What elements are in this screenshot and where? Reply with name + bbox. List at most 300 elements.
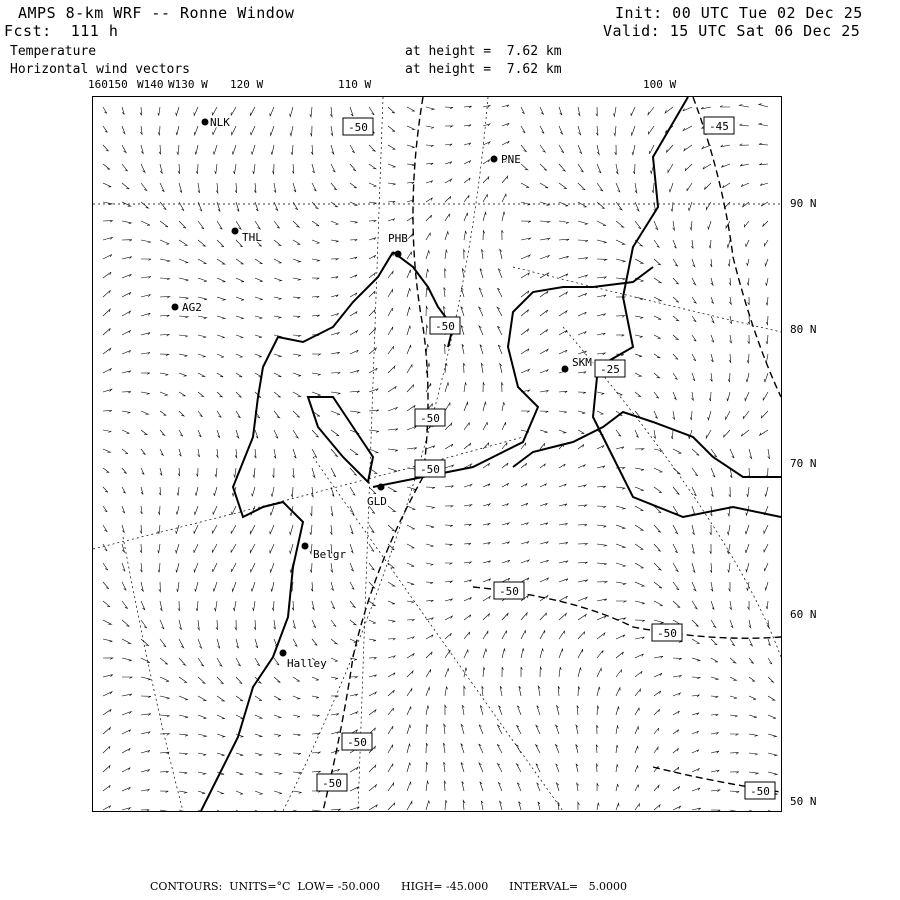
wind-vector (483, 105, 490, 107)
wind-vector (654, 620, 663, 623)
station-dot (378, 484, 385, 491)
wind-vector (597, 633, 605, 639)
wind-vector (426, 269, 429, 278)
wind-vector (654, 728, 659, 734)
wind-vector (540, 329, 548, 335)
wind-vector (766, 335, 768, 344)
wind-vector (730, 658, 736, 663)
wind-vector (597, 183, 603, 191)
wind-vector (559, 464, 565, 468)
wind-vector (312, 677, 319, 680)
wind-vector (759, 143, 768, 145)
wind-vector (521, 463, 527, 468)
wind-vector (559, 256, 569, 259)
wind-vector (464, 125, 471, 127)
wind-vector (177, 487, 179, 496)
wind-vector (160, 734, 169, 736)
wind-vector (122, 164, 128, 171)
wind-vector (176, 544, 179, 553)
wind-vector (310, 506, 312, 516)
wind-vector (274, 791, 282, 794)
wind-vector (198, 354, 206, 357)
wind-vector (517, 783, 521, 791)
wind-vector (635, 430, 639, 438)
wind-vector (691, 240, 693, 249)
wind-vector (483, 484, 490, 487)
wind-vector (745, 525, 749, 534)
wind-vector (673, 392, 676, 400)
wind-vector (445, 599, 453, 601)
wind-vector (160, 373, 168, 376)
wind-vector (692, 468, 698, 476)
wind-vector (730, 696, 737, 699)
wind-vector (141, 202, 149, 208)
wind-vector (293, 734, 300, 736)
wind-vector (673, 730, 679, 734)
wind-vector (122, 639, 131, 644)
wind-vector (122, 392, 131, 394)
wind-vector (274, 734, 281, 736)
wind-vector (255, 810, 262, 811)
wind-vector (498, 782, 502, 791)
wind-vector (759, 104, 768, 107)
wind-vector (179, 449, 181, 456)
wind-vector (673, 806, 681, 810)
wind-vector (103, 272, 111, 278)
wind-vector (597, 202, 605, 209)
wind-vector (578, 597, 587, 601)
wind-vector (616, 544, 625, 548)
wind-vector (272, 164, 274, 174)
wind-vector (521, 578, 529, 582)
wind-vector (292, 468, 294, 478)
wind-vector (654, 563, 661, 570)
wind-vector (310, 544, 312, 554)
wind-vector (597, 445, 604, 449)
wind-vector (540, 221, 550, 223)
wind-vector (407, 448, 417, 450)
wind-vector (369, 805, 377, 810)
wind-vector (559, 631, 565, 639)
wind-vector (194, 544, 198, 553)
wind-vector (217, 335, 225, 338)
station-label: NLK (210, 116, 230, 129)
wind-vector (122, 274, 131, 278)
wind-vector (331, 392, 340, 394)
wind-vector (141, 770, 150, 772)
wind-vector (369, 255, 376, 259)
wind-vector (103, 525, 107, 532)
wind-vector (540, 578, 548, 582)
wind-vector (766, 601, 768, 609)
wind-vector (576, 725, 578, 734)
meridian (123, 537, 183, 811)
wind-vector (407, 364, 412, 373)
contour-label: -25 (600, 363, 620, 376)
wind-vector (212, 107, 217, 115)
wind-vector (517, 725, 522, 734)
wind-vector (540, 310, 548, 316)
wind-vector (692, 259, 695, 267)
wind-vector (159, 145, 161, 154)
wind-vector (711, 278, 713, 285)
wind-vector (198, 772, 206, 775)
wind-vector (103, 369, 111, 374)
wind-vector (250, 544, 255, 553)
lat-label: 60 N (790, 608, 817, 621)
wind-vector (578, 221, 588, 225)
wind-vector (293, 696, 300, 699)
wind-vector (270, 525, 274, 534)
wind-vector (635, 392, 641, 397)
wind-vector (559, 430, 566, 433)
wind-vector (369, 310, 375, 316)
wind-vector (521, 238, 531, 240)
wind-vector (578, 444, 584, 449)
wind-vector (310, 563, 312, 573)
wind-vector (464, 597, 472, 601)
wind-vector (254, 620, 256, 630)
wind-vector (502, 523, 509, 525)
wind-vector (103, 675, 113, 677)
wind-vector (597, 259, 607, 261)
wind-vector (578, 275, 587, 278)
wind-vector (369, 658, 377, 660)
wind-vector (559, 579, 568, 582)
wind-vector (160, 639, 166, 647)
wind-vector (388, 271, 393, 278)
wind-vector (519, 802, 521, 811)
wind-vector (464, 686, 466, 696)
wind-vector (748, 601, 750, 609)
wind-vector (559, 221, 569, 224)
wind-vector (711, 335, 714, 342)
wind-vector (556, 725, 559, 734)
wind-vector (557, 706, 559, 715)
wind-vector (331, 373, 340, 375)
wind-vector (673, 297, 679, 302)
station-label: SKM (572, 356, 592, 369)
wind-vector (760, 430, 768, 435)
wind-vector (521, 126, 525, 133)
wind-vector (331, 582, 334, 591)
wind-vector (141, 750, 150, 753)
wind-vector (578, 183, 585, 190)
wind-vector (497, 326, 502, 335)
wind-vector (538, 686, 540, 696)
wind-vector (217, 677, 224, 684)
wind-vector (103, 309, 110, 316)
wind-vector (479, 288, 483, 297)
wind-vector (236, 392, 242, 397)
wind-vector (578, 293, 587, 297)
wind-vector (635, 316, 643, 319)
wind-vector (445, 344, 447, 354)
wind-vector (461, 763, 464, 773)
wind-vector (331, 658, 338, 661)
wind-vector (654, 805, 660, 810)
wind-vector (536, 764, 540, 772)
wind-vector (122, 449, 128, 454)
wind-vector (483, 504, 490, 506)
wind-vector (692, 639, 700, 644)
wind-vector (236, 354, 243, 357)
wind-vector (559, 107, 562, 115)
wind-vector (331, 240, 339, 242)
wind-vector (479, 763, 483, 772)
wind-vector (250, 107, 255, 116)
wind-vector (388, 487, 396, 492)
wind-vector (768, 639, 770, 646)
wind-vector (497, 744, 502, 753)
wind-vector (236, 430, 239, 438)
wind-vector (673, 373, 678, 380)
wind-vector (251, 126, 255, 135)
wind-vector (559, 183, 567, 189)
wind-vector (293, 316, 300, 318)
wind-vector (597, 803, 599, 810)
wind-vector (635, 335, 643, 338)
wind-vector (369, 639, 376, 641)
wind-vector (708, 411, 711, 420)
wind-vector (331, 750, 339, 753)
wind-vector (195, 582, 198, 592)
wind-vector (176, 126, 179, 135)
wind-vector (635, 183, 637, 193)
wind-vector (236, 221, 241, 229)
wind-vector (597, 506, 606, 508)
wind-vector (158, 506, 160, 515)
wind-vector (555, 745, 559, 753)
wind-vector (536, 725, 540, 734)
wind-vector (464, 615, 471, 620)
wind-vector (331, 809, 341, 811)
wind-vector (673, 658, 682, 660)
wind-vector (559, 504, 567, 506)
wind-vector (654, 785, 659, 791)
wind-vector (236, 411, 240, 418)
wind-vector (597, 616, 606, 620)
wind-vector (235, 449, 237, 458)
wind-vector (214, 601, 217, 611)
height-temperature: at height = 7.62 km (405, 44, 562, 59)
wind-vector (122, 468, 127, 474)
wind-vector (407, 506, 415, 510)
wind-vector (179, 392, 186, 396)
wind-vector (274, 449, 276, 458)
wind-vector (369, 389, 378, 392)
wind-vector (274, 259, 282, 263)
wind-vector (559, 350, 567, 354)
wind-vector (407, 107, 415, 111)
wind-vector (407, 563, 414, 567)
wind-vector (217, 392, 222, 397)
wind-vector (635, 468, 644, 471)
wind-vector (596, 126, 598, 135)
wind-vector (483, 614, 489, 620)
wind-vector (198, 430, 201, 437)
wind-vector (160, 468, 162, 475)
wind-vector (103, 145, 109, 151)
wind-vector (331, 145, 334, 154)
wind-vector (388, 582, 395, 586)
wind-vector (407, 525, 415, 529)
wind-vector (578, 686, 580, 696)
wind-vector (407, 601, 414, 603)
station-dot (172, 304, 179, 311)
wind-vector (502, 578, 510, 582)
wind-vector (293, 791, 302, 793)
wind-vector (654, 373, 660, 378)
wind-vector (464, 178, 470, 183)
wind-vector (255, 734, 262, 737)
wind-vector (597, 563, 607, 565)
wind-vector (426, 635, 433, 639)
wind-vector (426, 306, 428, 316)
wind-vector (749, 677, 755, 681)
wind-vector (540, 107, 544, 114)
wind-vector (635, 449, 644, 451)
wind-vector (502, 542, 510, 544)
wind-vector (331, 295, 338, 297)
wind-vector (103, 183, 111, 187)
wind-vector (426, 743, 428, 753)
wind-vector (231, 107, 236, 116)
wind-vector (293, 354, 301, 356)
wind-vector (578, 649, 583, 658)
wind-vector (635, 804, 639, 810)
wind-vector (578, 580, 588, 582)
contour-line (323, 477, 423, 811)
wind-vector (635, 654, 644, 658)
wind-vector (103, 785, 110, 791)
wind-vector (251, 563, 255, 572)
wind-vector (764, 544, 768, 552)
wind-vector-field (103, 104, 777, 811)
wind-vector (350, 544, 353, 553)
wind-vector (616, 563, 626, 567)
wind-vector (388, 346, 394, 354)
wind-vector (255, 696, 262, 701)
wind-vector (521, 183, 529, 187)
wind-vector (426, 544, 434, 547)
wind-vector (483, 212, 486, 221)
parallel-80n (513, 267, 781, 332)
wind-vector (179, 658, 186, 665)
wind-vector (198, 715, 206, 719)
wind-vector (616, 447, 624, 449)
wind-vector (669, 183, 673, 192)
wind-vector (140, 126, 142, 135)
station-dot (395, 251, 402, 258)
wind-vector (198, 639, 202, 648)
wind-vector (464, 106, 472, 108)
wind-vector (654, 354, 660, 358)
wind-vector (703, 164, 711, 169)
wind-vector (369, 544, 374, 552)
wind-vector (671, 202, 673, 212)
wind-vector (445, 250, 447, 259)
wind-vector (445, 162, 452, 164)
wind-vector (597, 221, 606, 226)
wind-vector (103, 449, 110, 453)
wind-vector (540, 443, 545, 449)
wind-vector (122, 506, 125, 513)
wind-vector (616, 726, 618, 734)
wind-vector (231, 525, 236, 534)
wind-vector (274, 715, 281, 718)
wind-vector (559, 164, 565, 171)
station-label: Belgr (313, 548, 347, 561)
wind-vector (198, 240, 206, 246)
wind-vector (350, 107, 353, 116)
wind-vector (293, 373, 301, 376)
wind-vector (483, 142, 490, 145)
wind-vector (292, 601, 294, 610)
wind-vector (502, 443, 507, 450)
wind-vector (122, 331, 131, 336)
wind-vector (673, 525, 678, 534)
wind-vector (426, 198, 433, 202)
wind-vector (331, 259, 338, 261)
wind-vector (179, 791, 187, 793)
wind-vector (369, 348, 376, 354)
wind-vector (103, 544, 107, 551)
wind-vector (426, 525, 434, 528)
wind-vector (597, 486, 606, 488)
wind-vector (578, 202, 587, 207)
wind-vector (388, 745, 393, 753)
wind-vector (350, 411, 360, 413)
wind-vector (369, 410, 379, 412)
wind-vector (673, 676, 681, 678)
wind-vector (692, 695, 700, 697)
wind-vector (597, 164, 601, 173)
wind-vector (198, 411, 203, 417)
wind-vector (521, 503, 528, 506)
wind-vector (122, 145, 126, 153)
wind-vector (140, 107, 142, 115)
wind-vector (521, 255, 530, 259)
lon-label: W140 (137, 78, 164, 91)
wind-vector (498, 345, 502, 354)
wind-vector (160, 620, 164, 629)
wind-vector (179, 810, 186, 811)
wind-vector (684, 145, 692, 151)
forecast-hour: Fcst: 111 h (4, 22, 119, 40)
wind-vector (616, 688, 620, 696)
wind-vector (293, 183, 296, 192)
wind-vector (235, 183, 237, 193)
wind-vector (179, 639, 184, 648)
wind-vector (730, 791, 739, 793)
wind-vector (293, 753, 301, 755)
wind-vector (426, 288, 428, 297)
wind-vector (654, 487, 662, 493)
lat-label: 70 N (790, 457, 817, 470)
wind-vector (464, 363, 466, 373)
wind-vector (578, 544, 587, 546)
wind-vector (179, 335, 188, 337)
wind-vector (236, 259, 244, 264)
wind-vector (683, 107, 692, 111)
wind-vector (369, 107, 374, 115)
wind-vector (426, 652, 432, 658)
wind-vector (652, 183, 654, 193)
wind-vector (217, 202, 220, 211)
wind-vector (388, 525, 395, 531)
wind-vector (730, 335, 732, 343)
